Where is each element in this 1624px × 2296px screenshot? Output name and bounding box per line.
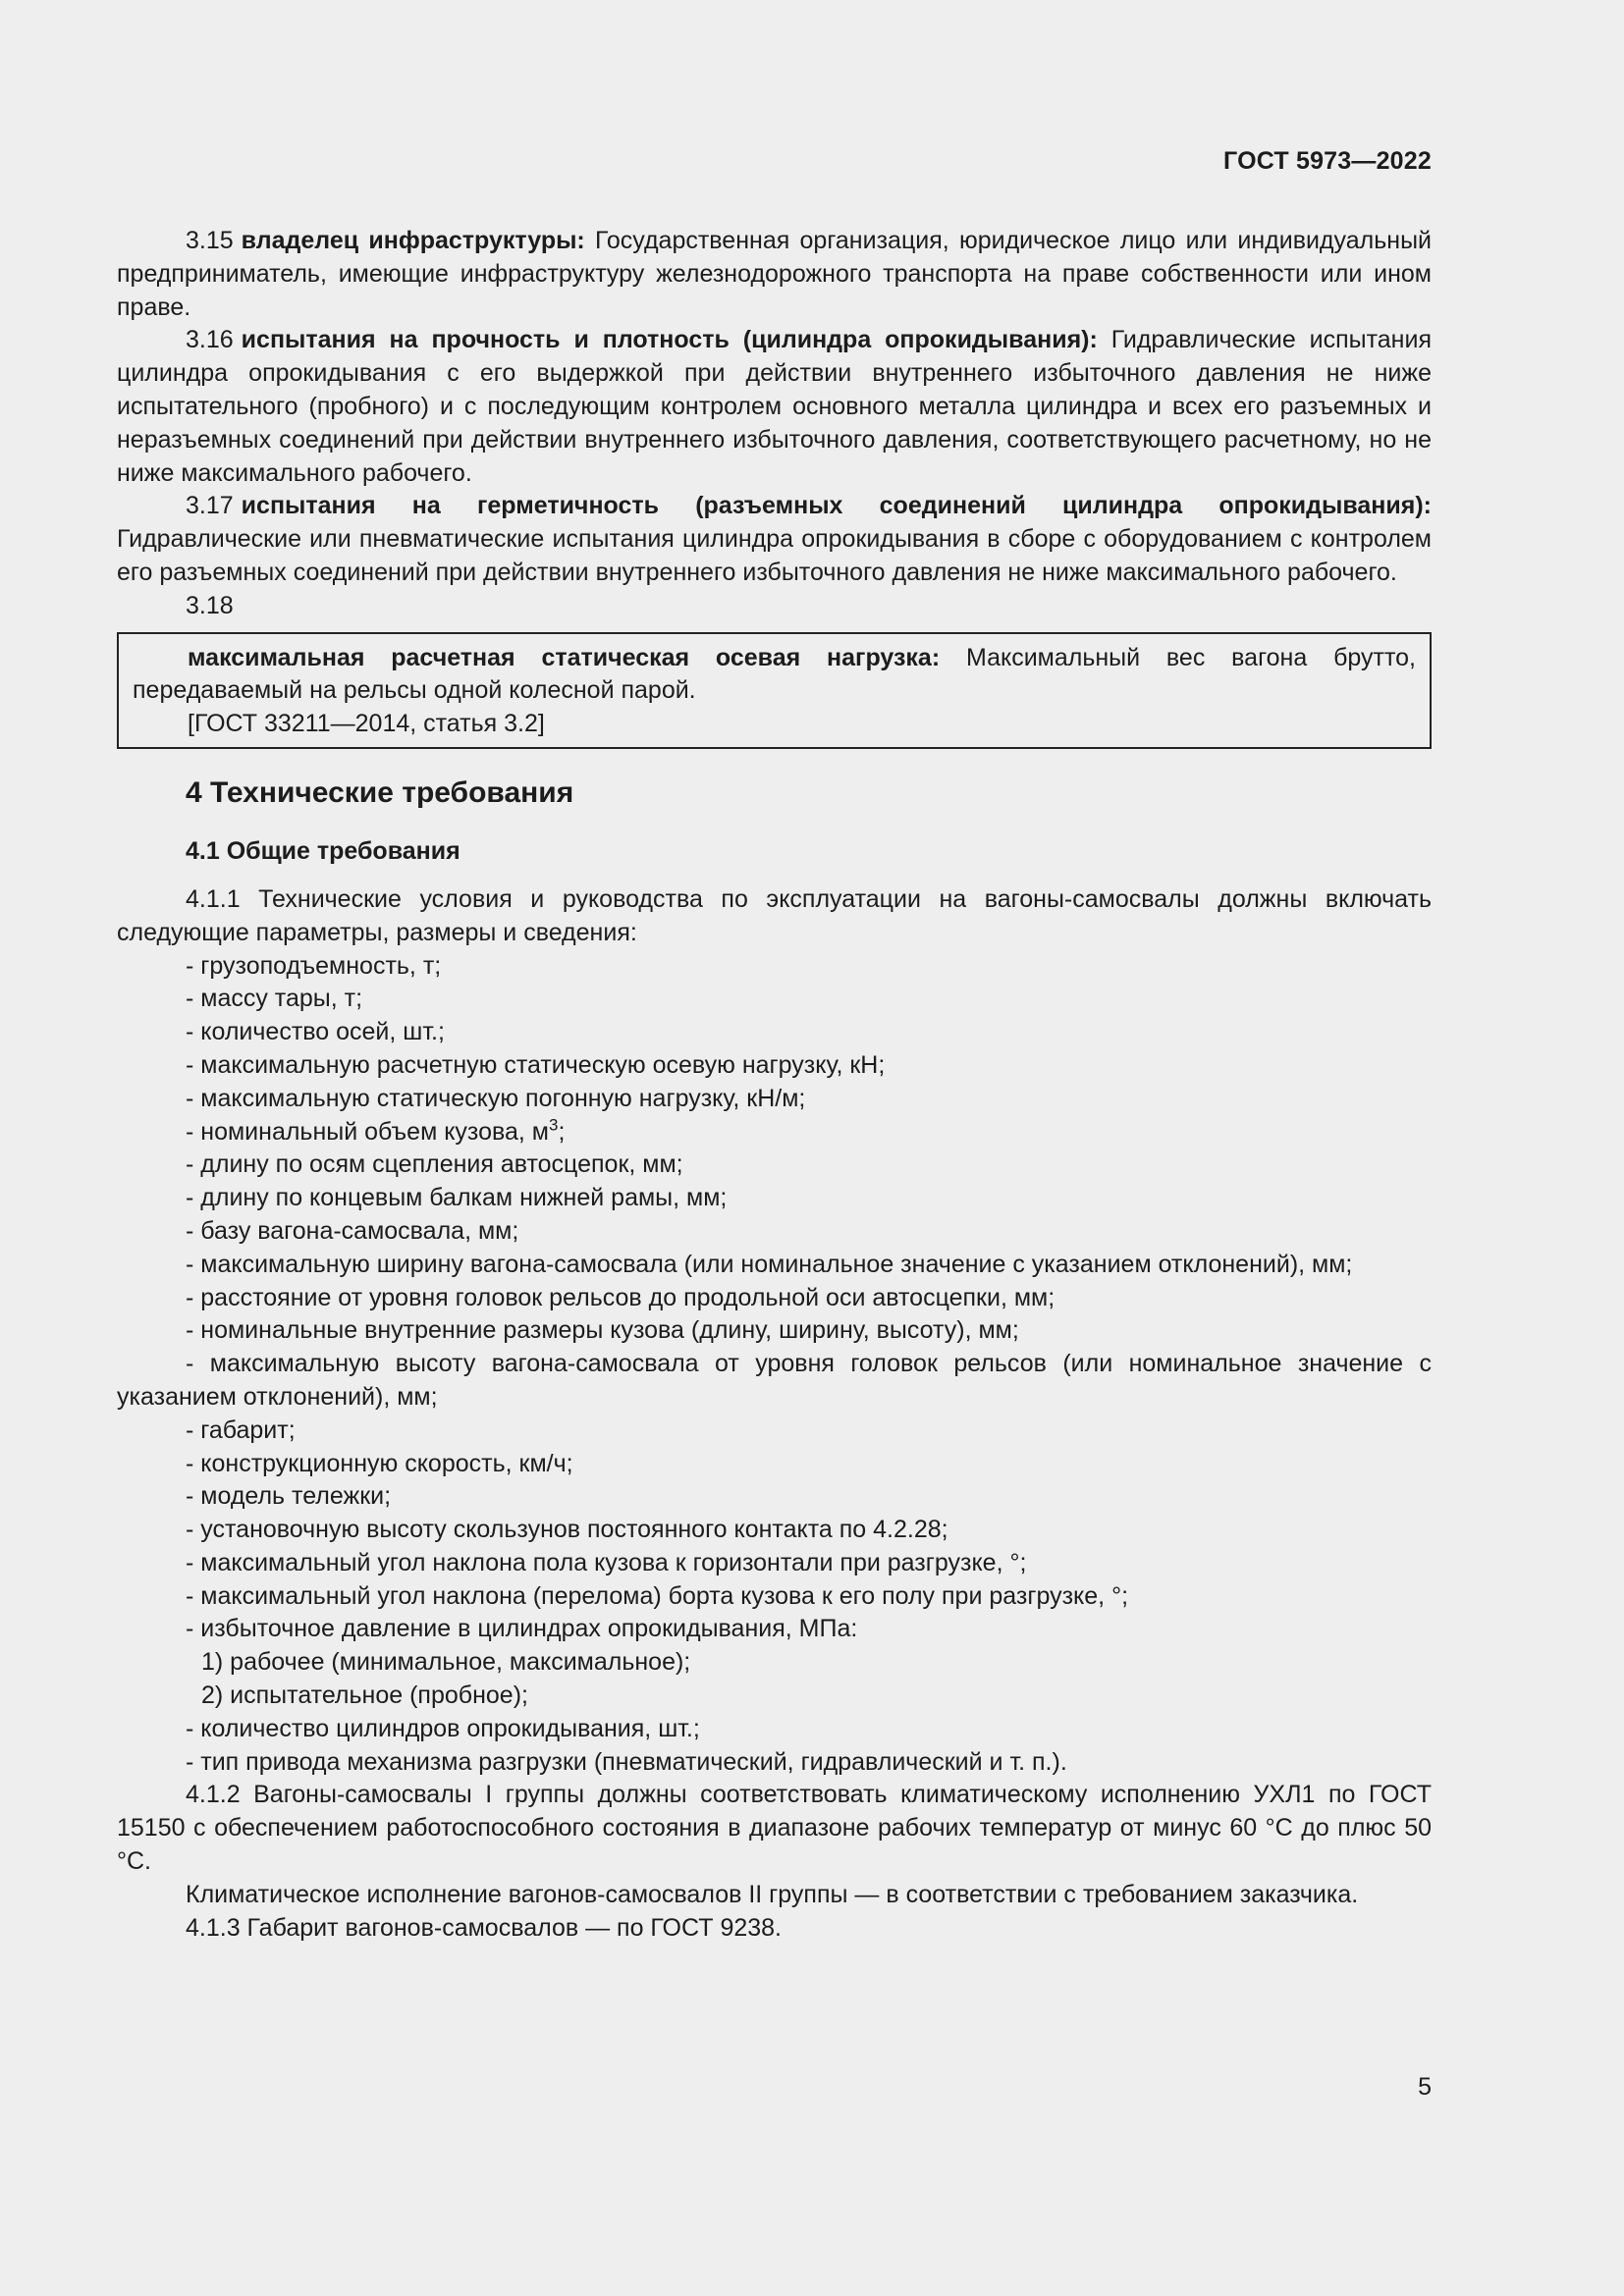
list-item: - максимальную расчетную статическую осевую нагрузку, кН;: [186, 1050, 886, 1079]
document-code: ГОСТ 5973—2022: [1223, 147, 1432, 175]
superscript: 3: [548, 1115, 559, 1135]
list-item: - грузоподъемность, т;: [186, 951, 442, 980]
term-title: испытания на герметичность (разъемных соединений цилиндра опрокидывания):: [241, 492, 1432, 520]
list-item: - конструкционную скорость, км/ч;: [186, 1449, 573, 1477]
list-item: - максимальный угол наклона (перелома) борта кузова к его полу при разгрузке, °;: [186, 1581, 1129, 1610]
list-item: - длину по концевым балкам нижней рамы, мм;: [186, 1184, 728, 1212]
list-item: - модель тележки;: [186, 1482, 392, 1511]
list-item: - максимальную ширину вагона-самосвала (или номинальное значение с указанием отклонений), мм;: [186, 1250, 1353, 1278]
paragraph-4-1-1: 4.1.1 Технические условия и руководства по эксплуатации на вагоны-самосвалы должны включать следующие параметры, размеры и сведения:: [117, 884, 1432, 946]
paragraph-4-1-2-continued: Климатическое исполнение вагонов-самосвалов II группы — в соответствии с требованием заказчика.: [186, 1880, 1359, 1908]
paragraph-4-1-2: 4.1.2 Вагоны-самосвалы I группы должны соответствовать климатическому исполнению УХЛ1 по ГОСТ 15150 с обеспечением работоспособного состояния в диапазоне рабочих температур от минус 60 °С до плюс 50 °С.: [117, 1781, 1432, 1876]
term-number: 3.16: [186, 326, 234, 354]
section-title: 4 Технические требования: [186, 775, 574, 809]
list-item-volume: [117, 1116, 1432, 1149]
term-3-18-box: [117, 632, 1432, 749]
term-3-17: [117, 490, 1432, 589]
list-item: - избыточное давление в цилиндрах опрокидывания, МПа:: [186, 1615, 858, 1643]
list-item: - максимальную статическую погонную нагрузку, кН/м;: [186, 1084, 806, 1112]
term-number: 3.17: [186, 492, 234, 520]
term-3-18-number: 3.18: [186, 591, 234, 619]
term-definition: Гидравлические или пневматические испытания цилиндра опрокидывания в сборе с оборудованием с контролем его разъемных соединений при действии внутреннего избыточного давления не ниже максимального рабочего.: [117, 525, 1432, 586]
term-title: испытания на прочность и плотность (цилиндра опрокидывания):: [241, 326, 1098, 354]
list-item: - габарит;: [186, 1415, 296, 1444]
list-item: - тип привода механизма разгрузки (пневматический, гидравлический и т. п.).: [186, 1747, 1067, 1776]
sub-list-item: 2) испытательное (пробное);: [201, 1682, 528, 1710]
term-title: владелец инфраструктуры:: [241, 227, 585, 254]
term-definition: Гидравлические испытания цилиндра опрокидывания с его выдержкой при действии внутреннего избыточного давления не ниже испытательного (пробного) и с последующим контролем основного металла цилиндра и всех его разъемных и неразъемных соединений при действии внутреннего избыточного давления, соответствующего расчетному, но не ниже максимального рабочего.: [117, 326, 1432, 487]
sub-list-item: 1) рабочее (минимальное, максимальное);: [201, 1648, 691, 1677]
term-3-18: [133, 642, 1416, 709]
term-number: 3.15: [186, 227, 234, 254]
list-item: - максимальную высоту вагона-самосвала от уровня головок рельсов (или номинальное значение с указанием отклонений), мм;: [117, 1350, 1432, 1411]
paragraph-4-1-3: 4.1.3 Габарит вагонов-самосвалов — по ГОСТ 9238.: [186, 1913, 783, 1942]
page-body: [117, 225, 1432, 1945]
term-source: [ГОСТ 33211—2014, статья 3.2]: [188, 710, 545, 738]
term-definition: Государственная организация, юридическое лицо или индивидуальный предприниматель, имеющие инфраструктуру железнодорожного транспорта на праве собственности или ином праве.: [117, 227, 1432, 321]
list-item: - длину по осям сцепления автосцепок, мм;: [186, 1150, 683, 1179]
term-3-15: [117, 225, 1432, 324]
term-title: максимальная расчетная статическая осевая нагрузка:: [188, 643, 941, 671]
list-item: - количество осей, шт.;: [186, 1018, 445, 1046]
page-number: 5: [1418, 2073, 1432, 2101]
list-item: - максимальный угол наклона пола кузова к горизонтали при разгрузке, °;: [186, 1548, 1027, 1576]
subsection-title: 4.1 Общие требования: [186, 836, 460, 865]
list-item-text: - номинальный объем кузова, м: [186, 1117, 549, 1146]
term-3-16: [117, 324, 1432, 490]
list-item: - номинальные внутренние размеры кузова (длину, ширину, высоту), мм;: [186, 1316, 1019, 1345]
list-item: - расстояние от уровня головок рельсов до продольной оси автосцепки, мм;: [186, 1283, 1056, 1311]
list-item: - базу вагона-самосвала, мм;: [186, 1216, 519, 1245]
list-item-tail: ;: [558, 1117, 566, 1146]
list-item: - количество цилиндров опрокидывания, шт.;: [186, 1714, 700, 1742]
list-item: - массу тары, т;: [186, 985, 363, 1013]
term-definition: Максимальный вес вагона брутто, передаваемый на рельсы одной колесной парой.: [133, 643, 1416, 705]
list-item: - установочную высоту скользунов постоянного контакта по 4.2.28;: [186, 1516, 948, 1544]
